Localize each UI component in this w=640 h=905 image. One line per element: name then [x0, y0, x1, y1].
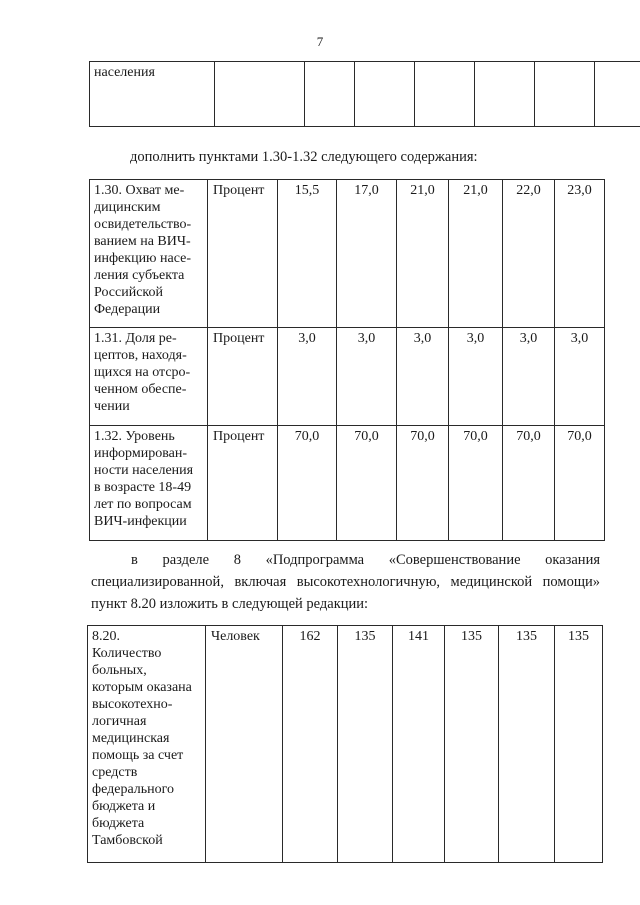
item-8-20-table: [87, 625, 603, 863]
cell-value: 3,0: [449, 328, 503, 426]
row-label: [90, 180, 208, 328]
label-line: логичная: [92, 714, 147, 729]
label-line: ВИЧ-инфекции: [94, 514, 187, 529]
cell-value: 21,0: [397, 180, 449, 328]
indicators-table: [89, 179, 605, 541]
cell-value: 162: [283, 626, 338, 863]
label-line: 8.20.: [92, 629, 120, 644]
row-unit: [215, 62, 305, 127]
label-line: Федерации: [94, 302, 161, 317]
label-line: ления субъекта: [94, 268, 185, 283]
cell-value: 135: [338, 626, 393, 863]
label-line: освидетельство-: [94, 217, 192, 232]
cell-value: 21,0: [449, 180, 503, 328]
label-line: 1.30. Охват ме-: [94, 183, 185, 198]
row-unit: Человек: [206, 626, 283, 863]
cell-value: [475, 62, 535, 127]
cell-value: 141: [393, 626, 445, 863]
row-unit: Процент: [208, 180, 278, 328]
row-label: [90, 426, 208, 541]
cell-value: 70,0: [337, 426, 397, 541]
cell-value: 135: [499, 626, 555, 863]
label-line: 1.31. Доля ре-: [94, 331, 177, 346]
cell-value: 70,0: [449, 426, 503, 541]
cell-value: 3,0: [555, 328, 605, 426]
label-line: ности населения: [94, 463, 194, 478]
cell-value: [535, 62, 595, 127]
table-row: [90, 180, 605, 328]
label-line: лет по вопросам: [94, 497, 192, 512]
continued-table: [89, 61, 640, 127]
cell-value: 135: [555, 626, 603, 863]
page-number: 7: [316, 34, 324, 49]
cell-value: 23,0: [555, 180, 605, 328]
instruction-paragraph-1: дополнить пунктами 1.30-1.32 следующего содержания:: [130, 149, 478, 165]
cell-value: [305, 62, 355, 127]
cell-value: 15,5: [278, 180, 337, 328]
row-unit: Процент: [208, 328, 278, 426]
label-line: федерального: [92, 782, 175, 797]
label-line: бюджета: [92, 816, 145, 831]
label-line: Российской: [94, 285, 163, 300]
row-label: [88, 626, 206, 863]
cell-value: 70,0: [503, 426, 555, 541]
label-line: Тамбовской: [92, 833, 163, 848]
label-line: которым оказана: [92, 680, 192, 695]
label-line: 1.32. Уровень: [94, 429, 175, 444]
table-row: [88, 626, 603, 863]
label-line: медицинская: [92, 731, 170, 746]
label-line: дицинским: [94, 200, 161, 215]
label-line: бюджета и: [92, 799, 156, 814]
table-row: [90, 328, 605, 426]
row-unit: Процент: [208, 426, 278, 541]
label-line: помощь за счет: [92, 748, 184, 763]
cell-value: 3,0: [503, 328, 555, 426]
cell-value: 3,0: [278, 328, 337, 426]
label-line: щихся на отсро-: [94, 365, 191, 380]
label-line: чении: [94, 399, 130, 414]
label-line: больных,: [92, 663, 147, 678]
row-label: населения: [90, 62, 215, 127]
cell-value: 22,0: [503, 180, 555, 328]
label-line: в возрасте 18-49: [94, 480, 192, 495]
cell-value: [355, 62, 415, 127]
label-line: Количество: [92, 646, 162, 661]
label-line: инфекцию насе-: [94, 251, 191, 266]
label-line: информирован-: [94, 446, 187, 461]
cell-value: 3,0: [397, 328, 449, 426]
cell-value: [415, 62, 475, 127]
label-line: высокотехно-: [92, 697, 173, 712]
table-row: [90, 62, 640, 127]
cell-value: 70,0: [555, 426, 605, 541]
instruction-paragraph-2: в разделе 8 «Подпрограмма «Совершенствование оказания специализированной, включая высокотехнологичную, медицинской помощи» пункт 8.20 изложить в следующей редакции:: [91, 552, 600, 612]
cell-value: [595, 62, 640, 127]
cell-value: 70,0: [278, 426, 337, 541]
label-line: цептов, находя-: [94, 348, 187, 363]
cell-value: 135: [445, 626, 499, 863]
cell-value: 17,0: [337, 180, 397, 328]
table-row: [90, 426, 605, 541]
label-line: ченном обеспе-: [94, 382, 187, 397]
label-line: средств: [92, 765, 138, 780]
row-label: [90, 328, 208, 426]
label-line: ванием на ВИЧ-: [94, 234, 191, 249]
cell-value: 70,0: [397, 426, 449, 541]
cell-value: 3,0: [337, 328, 397, 426]
